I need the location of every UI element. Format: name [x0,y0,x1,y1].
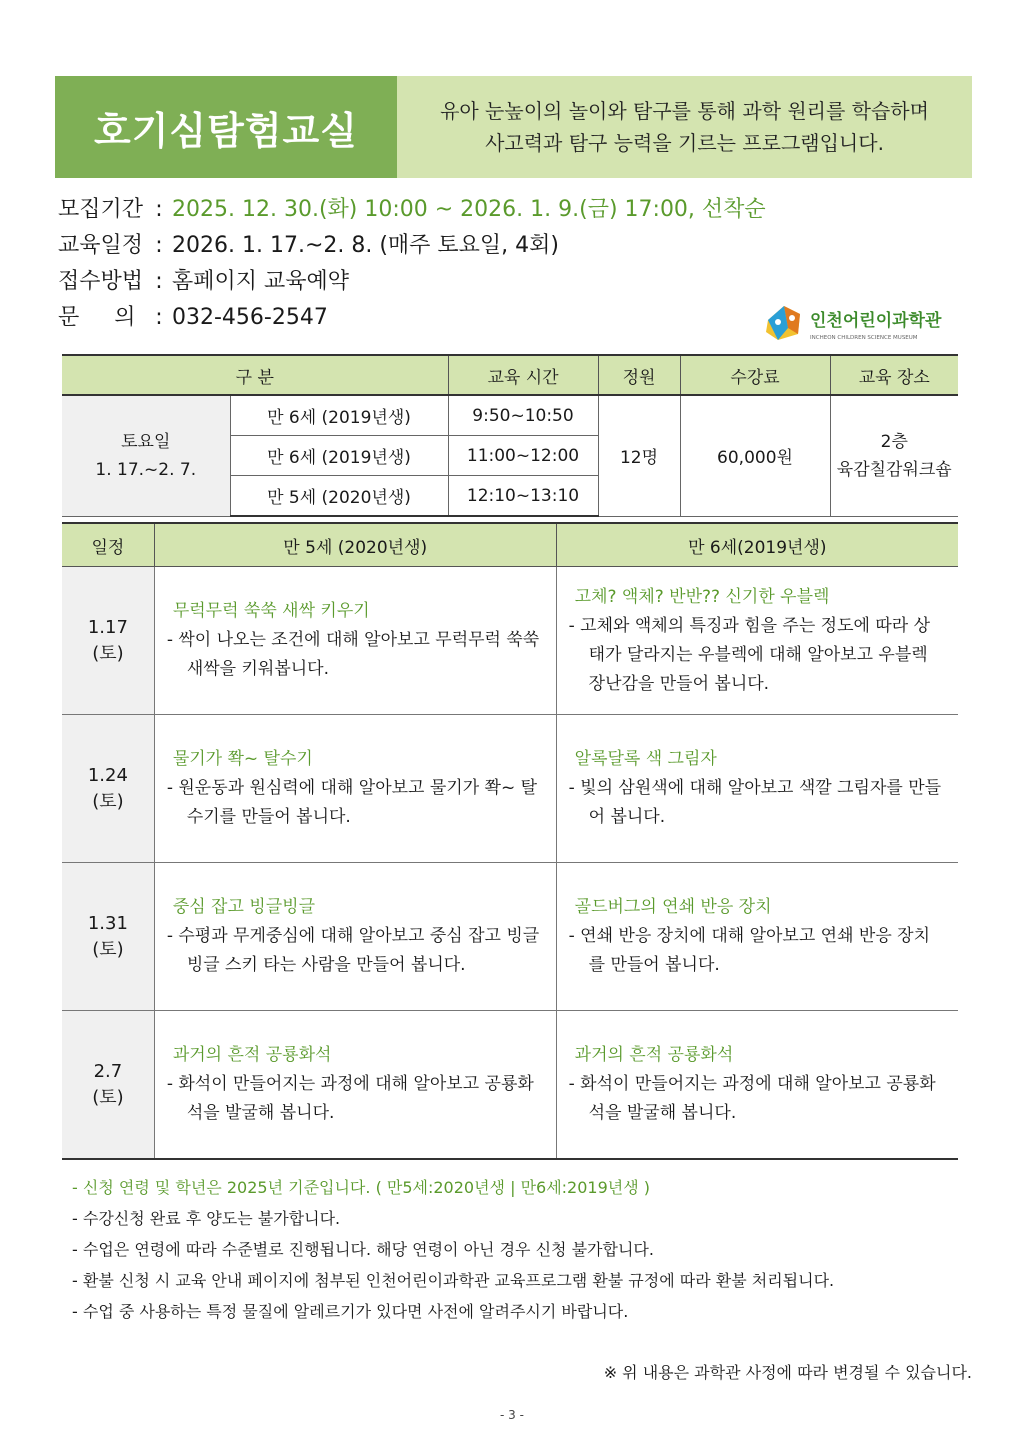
class-title: 물기가 쫙~ 탈수기 [172,749,313,769]
note-item: - 환불 신청 시 교육 안내 페이지에 첨부된 인천어린이과학관 교육프로그램 환불 규정에 따라 환불 처리됩니다. [72,1271,835,1290]
info-separator: : [155,233,163,258]
info-recruit-period [58,192,766,228]
header-time: 교육 시간 [448,355,598,395]
page-number: - 3 - [500,1408,524,1422]
info-separator: : [155,305,163,330]
info-contact [58,300,766,336]
program-description [397,76,972,178]
age-cell: 만 6세 (2019년생) [230,436,448,476]
class-title: 과거의 흔적 공룡화석 [574,1045,734,1065]
age6-class [556,567,958,715]
header-capacity: 정원 [598,355,680,395]
date-cell [62,567,154,715]
museum-logo [760,298,960,344]
age5-class [154,715,556,863]
capacity-cell: 12명 [598,395,680,516]
weekday-text: (토) [92,938,124,960]
weekday-text: (토) [92,790,124,812]
date-cell [62,715,154,863]
date-cell [62,1011,154,1160]
date-text: 1.17 [87,616,128,638]
class-description: - 싹이 나오는 조건에 대해 알아보고 무럭무럭 쑥쑥 새싹을 키워봅니다. [166,630,540,679]
class-title: 중심 잡고 빙글빙글 [172,897,315,917]
program-info [58,192,766,336]
age-cell: 만 5세 (2020년생) [230,476,448,517]
info-value: 홈페이지 교육예약 [172,269,350,294]
age6-class [556,863,958,1011]
header-age5: 만 5세 (2020년생) [154,523,556,567]
curriculum-row [62,715,958,863]
info-label: 교육일정 [58,233,144,258]
info-value: 2026. 1. 17.~2. 8. (매주 토요일, 4회) [172,233,560,258]
class-description: - 원운동과 원심력에 대해 알아보고 물기가 쫙~ 탈수기를 만들어 봅니다. [166,778,538,827]
logo-text: 인천어린이과학관 [810,311,942,331]
date-text: 1.31 [87,912,128,934]
class-title: 무럭무럭 쑥쑥 새싹 키우기 [172,601,370,621]
age5-class [154,567,556,715]
place-room: 육감칠감워크숍 [836,459,952,480]
date-text: 2.7 [93,1060,123,1082]
time-cell: 12:10~13:10 [448,476,598,517]
info-value: 2025. 12. 30.(화) 10:00 ~ 2026. 1. 9.(금) 17:00, 선착순 [172,197,766,222]
info-label: 접수방법 [58,269,144,294]
day-cell [62,395,230,516]
info-schedule [58,228,766,264]
notes-list [72,1172,834,1327]
note-item: - 수업 중 사용하는 특정 물질에 알레르기가 있다면 사전에 알려주시기 바랍니다. [72,1302,629,1321]
curriculum-header-row [62,523,958,567]
info-value: 032-456-2547 [172,305,328,330]
age6-class [556,715,958,863]
logo-subtext: INCHEON CHILDREN SCIENCE MUSEUM [810,335,918,341]
day-label: 토요일 [121,431,171,452]
time-cell: 9:50~10:50 [448,395,598,436]
class-description: - 화석이 만들어지는 과정에 대해 알아보고 공룡화석을 발굴해 봅니다. [166,1074,534,1123]
place-cell [830,395,958,516]
class-description: - 빛의 삼원색에 대해 알아보고 색깔 그림자를 만들어 봅니다. [568,778,942,827]
info-separator: : [155,197,163,222]
header-date: 일정 [62,523,154,567]
program-header [55,76,972,178]
info-separator: : [155,269,163,294]
class-title: 고체? 액체? 반반?? 신기한 우블렉 [574,586,830,607]
age5-class [154,863,556,1011]
header-fee: 수강료 [680,355,830,395]
fee-cell: 60,000원 [680,395,830,516]
info-label: 문 의 [58,305,136,330]
curriculum-row [62,1011,958,1160]
weekday-text: (토) [92,1086,124,1108]
note-item: - 수업은 연령에 따라 수준별로 진행됩니다. 해당 연령이 아닌 경우 신청 불가합니다. [72,1240,654,1259]
class-description: - 수평과 무게중심에 대해 알아보고 중심 잡고 빙글빙글 스키 타는 사람을 만들어 봅니다. [166,926,540,975]
curriculum-row [62,863,958,1011]
header-age6: 만 6세(2019년생) [556,523,958,567]
description-line-1: 유아 눈높이의 놀이와 탐구를 통해 과학 원리를 학습하며 [440,99,929,123]
schedule-table [62,354,958,517]
date-text: 1.24 [87,764,128,786]
schedule-header-row [62,355,958,395]
info-label: 모집기간 [58,197,144,222]
time-cell: 11:00~12:00 [448,436,598,476]
date-cell [62,863,154,1011]
class-title: 알록달록 색 그림자 [574,749,717,769]
class-description: - 고체와 액체의 특징과 힘을 주는 정도에 따라 상태가 달라지는 우블렉에 대해 알아보고 우블렉 장난감을 만들어 봅니다. [568,615,931,694]
schedule-row [62,395,958,436]
note-item: - 수강신청 완료 후 양도는 불가합니다. [72,1209,341,1228]
header-category: 구 분 [62,355,448,395]
age6-class [556,1011,958,1160]
class-description: - 화석이 만들어지는 과정에 대해 알아보고 공룡화석을 발굴해 봅니다. [568,1074,936,1123]
age5-class [154,1011,556,1160]
curriculum-table [62,522,958,1160]
description-line-2: 사고력과 탐구 능력을 기르는 프로그램입니다. [485,131,884,155]
footnote: ※ 위 내용은 과학관 사정에 따라 변경될 수 있습니다. [603,1363,972,1382]
curriculum-row [62,567,958,715]
note-item: - 신청 연령 및 학년은 2025년 기준입니다. ( 만5세:2020년생 | 만6세:2019년생 ) [72,1178,651,1197]
header-place: 교육 장소 [830,355,958,395]
class-description: - 연쇄 반응 장치에 대해 알아보고 연쇄 반응 장치를 만들어 봅니다. [568,926,931,975]
program-title: 호기심탐험교실 [55,76,397,178]
weekday-text: (토) [92,642,124,664]
class-title: 과거의 흔적 공룡화석 [172,1045,332,1065]
info-apply-method [58,264,766,300]
age-cell: 만 6세 (2019년생) [230,395,448,436]
day-range: 1. 17.~2. 7. [95,459,197,480]
place-floor: 2층 [880,431,908,452]
class-title: 골드버그의 연쇄 반응 장치 [574,897,772,917]
